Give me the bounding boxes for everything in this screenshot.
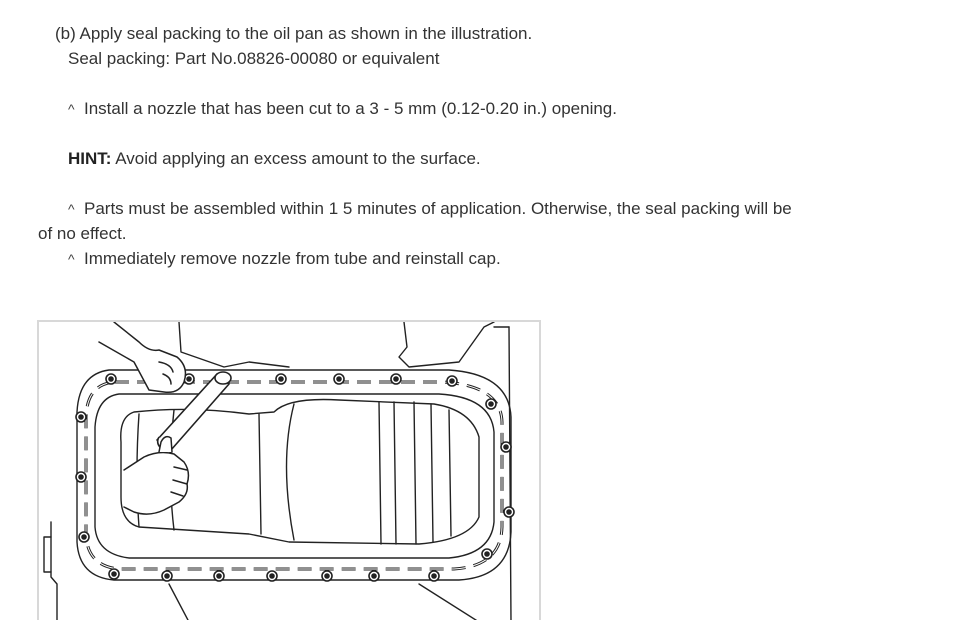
seal-packing-part-number: Seal packing: Part No.08826-00080 or equivalent — [68, 49, 440, 68]
caret-bullet-icon: ^ — [68, 251, 75, 267]
bullet-assemble-time-text: Parts must be assembled within 1 5 minutes of application. Otherwise, the seal packing will be — [84, 199, 792, 218]
bullet-assemble-time — [68, 199, 792, 219]
bullet-remove-nozzle-text: Immediately remove nozzle from tube and reinstall cap. — [84, 249, 501, 268]
oil-pan-seal-illustration — [37, 320, 541, 620]
caret-bullet-icon: ^ — [68, 201, 75, 217]
oil-pan-drawing — [39, 322, 539, 620]
hint-label: HINT: — [68, 149, 112, 168]
instruction-step-b: (b) Apply seal packing to the oil pan as shown in the illustration. — [55, 24, 533, 43]
hint-line — [68, 149, 481, 169]
hint-text: Avoid applying an excess amount to the surface. — [111, 149, 481, 168]
bullet-remove-nozzle — [68, 249, 501, 269]
bullet-install-nozzle-text: Install a nozzle that has been cut to a 3 - 5 mm (0.12-0.20 in.) opening. — [84, 99, 617, 118]
lower-hand-illustration — [124, 437, 188, 514]
engine-block-outline — [179, 322, 289, 367]
caret-bullet-icon: ^ — [68, 101, 75, 117]
bullet-install-nozzle — [68, 99, 617, 119]
bullet-assemble-time-continued: of no effect. — [38, 224, 127, 243]
